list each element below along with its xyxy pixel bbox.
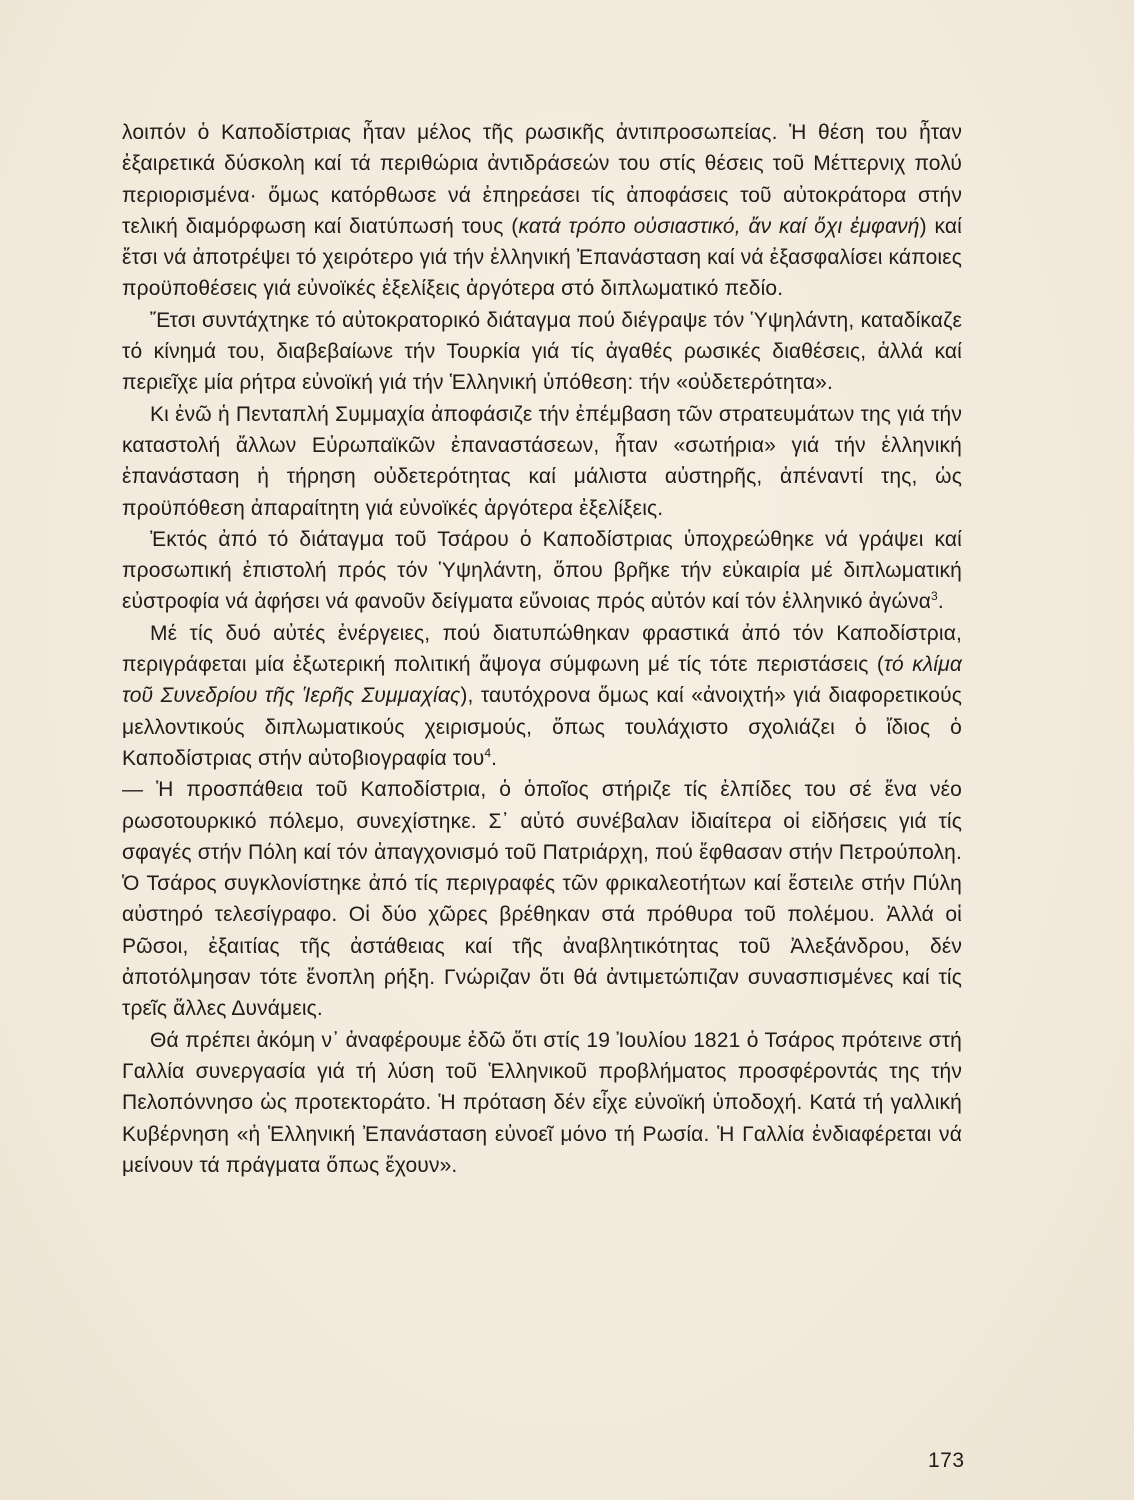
page-number: 173 [928,1449,965,1472]
body-text [122,117,962,1181]
paragraph-1 [122,117,962,305]
text-run: . [491,746,498,770]
italic-run: τό κλίμα τοῦ Συνεδρίου τῆς Ἱερῆς Συμμαχίας [122,653,962,708]
paragraph-2 [122,305,962,399]
text-run: Ἐκτός ἀπό τό διάταγμα τοῦ Τσάρου ὁ Καποδίστριας ὑποχρεώθηκε νά γράψει καί προσωπική ἐπιστολή πρός τόν Ὑψηλάντη, ὅπου βρῆκε τήν εὐκαιρία μέ διπλωματική εὐστροφία νά ἀφήσει νά φανοῦν δείγματα εὔνοιας πρός αὐτόν καί τόν ἑλληνικό ἀγώνα [122,527,962,614]
text-run: ) καί ἔτσι νά ἀποτρέψει τό χειρότερο γιά τήν ἑλληνική Ἐπανάσταση καί νά ἐξασφαλίσει κάποιες προϋποθέσεις γιά εὐνοϊκές ἐξελίξεις ἀργότερα στό διπλωματικό πεδίο. [122,214,962,301]
italic-run: κατά τρόπο οὐσιαστικό, ἄν καί ὄχι ἐμφανή [518,214,920,238]
text-run: . [937,590,944,614]
paragraph-5 [122,618,962,774]
text-run: Ἔτσι συντάχτηκε τό αὐτοκρατορικό διάταγμα πού διέγραψε τόν Ὑψηλάντη, καταδίκαζε τό κίνημά του, διαβεβαίωνε τήν Τουρκία γιά τίς ἀγαθές ρωσικές διαθέσεις, ἀλλά καί περιεῖχε μία ρήτρα εὐνοϊκή γιά τήν Ἑλληνική ὑπόθεση: τήν «οὐδετερότητα». [122,308,962,395]
footnote-ref-4: 4 [484,745,492,760]
footnote-ref-3: 3 [931,589,938,604]
text-run: — Ἡ προσπάθεια τοῦ Καποδίστρια, ὁ ὁποῖος στήριζε τίς ἐλπίδες του σέ ἕνα νέο ρωσοτουρκικό πόλεμο, συνεχίστηκε. Σ᾽ αὐτό συνέβαλαν ἰδιαίτερα οἱ εἰδήσεις γιά τίς σφαγές στήν Πόλη καί τόν ἀπαγχονισμό τοῦ Πατριάρχη, πού ἔφθασαν στήν Πετρούπολη. Ὁ Τσάρος συγκλονίστηκε ἀπό τίς περιγραφές τῶν φρικαλεοτήτων καί ἔστειλε στήν Πύλη αὐστηρό τελεσίγραφο. Οἱ δύο χῶρες βρέθηκαν στά πρόθυρα τοῦ πολέμου. Ἀλλά οἱ Ρῶσοι, ἐξαιτίας τῆς ἀστάθειας καί τῆς ἀναβλητικότητας τοῦ Ἀλεξάνδρου, δέν ἀποτόλμησαν τότε ἔνοπλη ρήξη. Γνώριζαν ὅτι θά ἀντιμετώπιζαν συνασπισμένες καί τίς τρεῖς ἄλλες Δυνάμεις. [122,778,962,1021]
paragraph-4 [122,524,962,618]
paragraph-7 [122,1025,962,1181]
text-run: ), ταυτόχρονα ὅμως καί «ἀνοιχτή» γιά διαφορετικούς μελλοντικούς διπλωματικούς χειρισμούς, ὅπως τουλάχιστο σχολιάζει ὁ ἴδιος ὁ Καποδίστριας στήν αὐτοβιογραφία του [122,684,962,770]
text-run: Κι ἐνῶ ἡ Πενταπλή Συμμαχία ἀποφάσιζε τήν ἐπέμβαση τῶν στρατευμάτων της γιά τήν καταστολή ἄλλων Εὐρωπαϊκῶν ἐπαναστάσεων, ἦταν «σωτήρια» γιά τήν ἑλληνική ἐπανάσταση ἡ τήρηση οὐδετερότητας καί μάλιστα αὐστηρῆς, ἀπέναντί της, ὡς προϋπόθεση ἀπαραίτητη γιά εὐνοϊκές ἀργότερα ἐξελίξεις. [122,402,962,520]
paragraph-6 [122,774,962,1024]
text-run: Μέ τίς δυό αὐτές ἐνέργειες, πού διατυπώθηκαν φραστικά ἀπό τόν Καποδίστρια, περιγράφεται μία ἐξωτερική πολιτική ἄψογα σύμφωνη μέ τίς τότε περιστάσεις ( [122,621,962,677]
text-run: Θά πρέπει ἀκόμη ν᾽ ἀναφέρουμε ἐδῶ ὅτι στίς 19 Ἰουλίου 1821 ὁ Τσάρος πρότεινε στή Γαλλία συνεργασία γιά τή λύση τοῦ Ἑλληνικοῦ προβλήματος προσφέροντάς της τήν Πελοπόννησο ὡς προτεκτοράτο. Ἡ πρόταση δέν εἶχε εὐνοϊκή ὑποδοχή. Κατά τή γαλλική Κυβέρνηση «ἡ Ἑλληνική Ἐπανάσταση εὐνοεῖ μόνο τή Ρωσία. Ἡ Γαλλία ἐνδιαφέρεται νά μείνουν τά πράγματα ὅπως ἔχουν». [122,1028,962,1177]
text-run: λοιπόν ὁ Καποδίστριας ἦταν μέλος τῆς ρωσικῆς ἀντιπροσωπείας. Ἡ θέση του ἦταν ἐξαιρετικά δύσκολη καί τά περιθώρια ἀντιδράσεών του στίς θέσεις τοῦ Μέττερνιχ πολύ περιορισμένα· ὅμως κατόρθωσε νά ἐπηρεάσει τίς ἀποφάσεις τοῦ αὐτοκράτορα στήν τελική διαμόρφωση καί διατύπωσή τους ( [122,121,962,238]
paragraph-3 [122,399,962,524]
